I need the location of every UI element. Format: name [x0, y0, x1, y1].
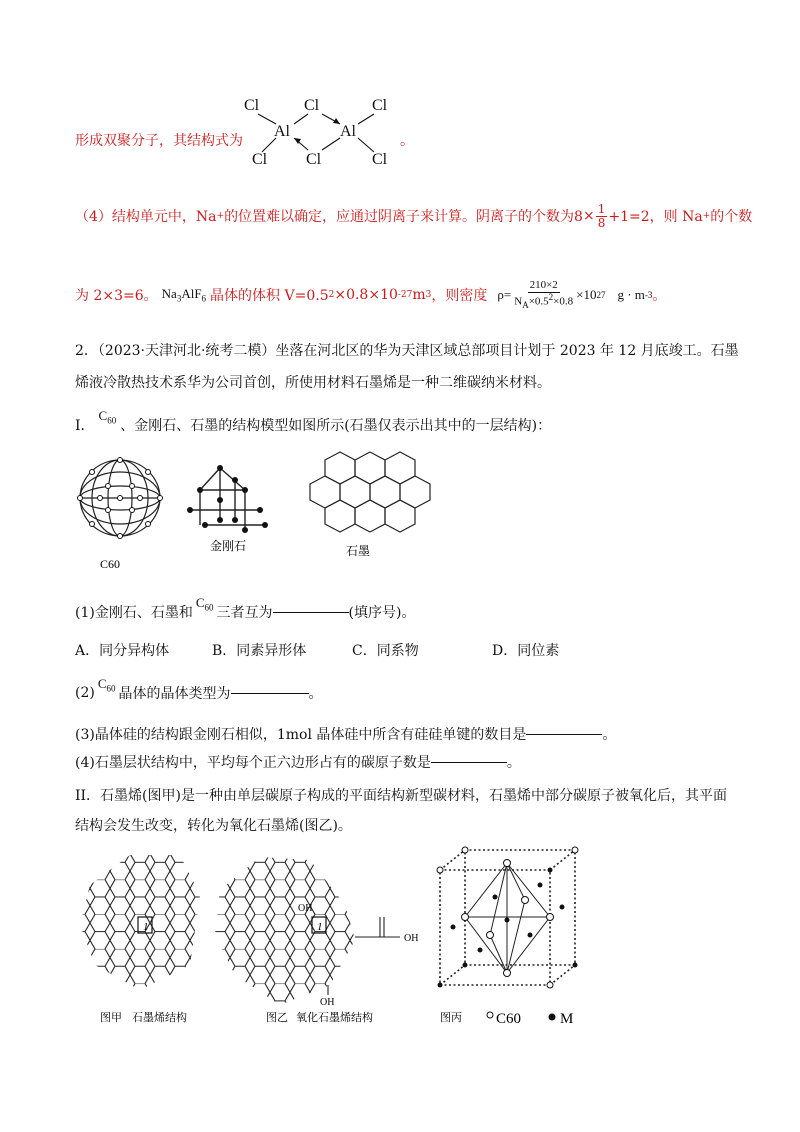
graphene-model	[80, 855, 200, 990]
oh-group: OH	[298, 903, 313, 914]
label-fig-b: 图乙	[266, 1011, 288, 1024]
label-graphene: 石墨烯结构	[132, 1011, 187, 1024]
oh-group: OH	[404, 933, 419, 944]
answer-blank-1[interactable]	[273, 611, 349, 613]
label-fig-c: 图丙	[440, 1011, 462, 1024]
atom-cl: Cl	[372, 151, 388, 168]
para-4-line1: （4）结构单元中，Na + 的位置难以确定，应通过阴离子来计算。阴离子的个数为8 × $\frac{1}{8}$ +1=2，则 Na + 的个数	[75, 202, 753, 230]
density-formula: ρ= $\frac{210\times 2}{N_A\times 0.5^2\times 0.8}$ ×10 27 g · m -3	[497, 279, 653, 310]
option-b[interactable]: B．同素异形体	[212, 643, 307, 659]
option-d[interactable]: D．同位素	[492, 643, 560, 659]
legend-m: M	[560, 1011, 574, 1027]
fraction-1-8: $\frac{1}{8}$	[597, 202, 606, 230]
subq-1: (1)金刚石、石墨和 $C_{60}$ 三者互为 (填序号)。	[75, 595, 416, 621]
part-ii-line1: II．石墨烯(图甲)是一种由单层碳原子构成的平面结构新型碳材料，石墨烯中部分碳原子被氧化后，其平面	[75, 788, 727, 804]
subq-4: (4)石墨层状结构中，平均每个正六边形占有的碳原子数是 。	[75, 755, 521, 771]
atom-al: Al	[274, 123, 290, 140]
graphene-oxide-model	[215, 857, 418, 1008]
legend-c60: C60	[496, 1011, 522, 1027]
label-graphite: 石墨	[346, 544, 371, 558]
atom-cl: Cl	[252, 151, 268, 168]
svg-text:1: 1	[143, 921, 149, 933]
part-i-intro: I． $C_{60}$ 、金刚石、石墨的结构模型如图所示(石墨仅表示出其中的一层结构)：	[75, 408, 552, 434]
al2cl6-structure	[232, 88, 412, 170]
figure-graphene	[70, 845, 590, 1035]
subq-2: (2) $C_{60}$ 晶体的晶体类型为 。	[75, 676, 323, 702]
answer-blank-2[interactable]	[231, 692, 309, 694]
atom-cl: Cl	[372, 97, 388, 114]
svg-text:1: 1	[317, 921, 323, 933]
answer-blank-4[interactable]	[431, 761, 507, 763]
atom-cl: Cl	[306, 151, 322, 168]
legend-m-marker	[549, 1014, 556, 1021]
legend-c60-marker	[487, 1012, 493, 1018]
label-diamond: 金刚石	[210, 539, 247, 553]
option-c[interactable]: C．同系物	[352, 643, 419, 659]
dimer-end: 。	[400, 133, 414, 149]
dimer-intro: 形成双聚分子，其结构式为	[75, 133, 243, 149]
diamond-model	[190, 468, 265, 530]
graphite-model	[310, 452, 430, 532]
atom-al: Al	[340, 123, 356, 140]
label-c60: C60	[100, 557, 121, 571]
part-ii-line2: 结构会发生改变，转化为氧化石墨烯(图乙)。	[75, 818, 352, 834]
para-4-line2: 为 2×3=6。 $Na_3AlF_6$ 晶体的体积 V=0.5 2 ×0.8×10 -27 m 3 ，则密度 ρ= $\frac{210\times 2}{N_A\times 0.5^2\times 0.8}$ ×10 27 g · m -3 。	[75, 279, 667, 310]
label-graphene-oxide: 氧化石墨烯结构	[296, 1011, 373, 1024]
subq-3: (3)晶体硅的结构跟金刚石相似，1mol 晶体硅中所含有硅硅单键的数目是 。	[75, 727, 617, 743]
figure-carbon-allotropes	[70, 450, 440, 580]
atom-cl: Cl	[304, 97, 320, 114]
question-2-intro: 2．（2023·天津河北·统考二模）坐落在河北区的华为天津区域总部项目计划于 2023 年 12 月底竣工。石墨	[75, 343, 739, 359]
answer-blank-3[interactable]	[526, 733, 602, 735]
question-2-intro-2: 烯液冷散热技术系华为公司首创，所使用材料石墨烯是一种二维碳纳米材料。	[75, 375, 551, 391]
label-fig-a: 图甲	[100, 1011, 122, 1024]
atom-cl: Cl	[244, 97, 260, 114]
oh-group: OH	[320, 997, 335, 1008]
formula-na3alf6: $Na_3AlF_6$	[161, 286, 207, 304]
option-a[interactable]: A．同分异构体	[75, 643, 170, 659]
